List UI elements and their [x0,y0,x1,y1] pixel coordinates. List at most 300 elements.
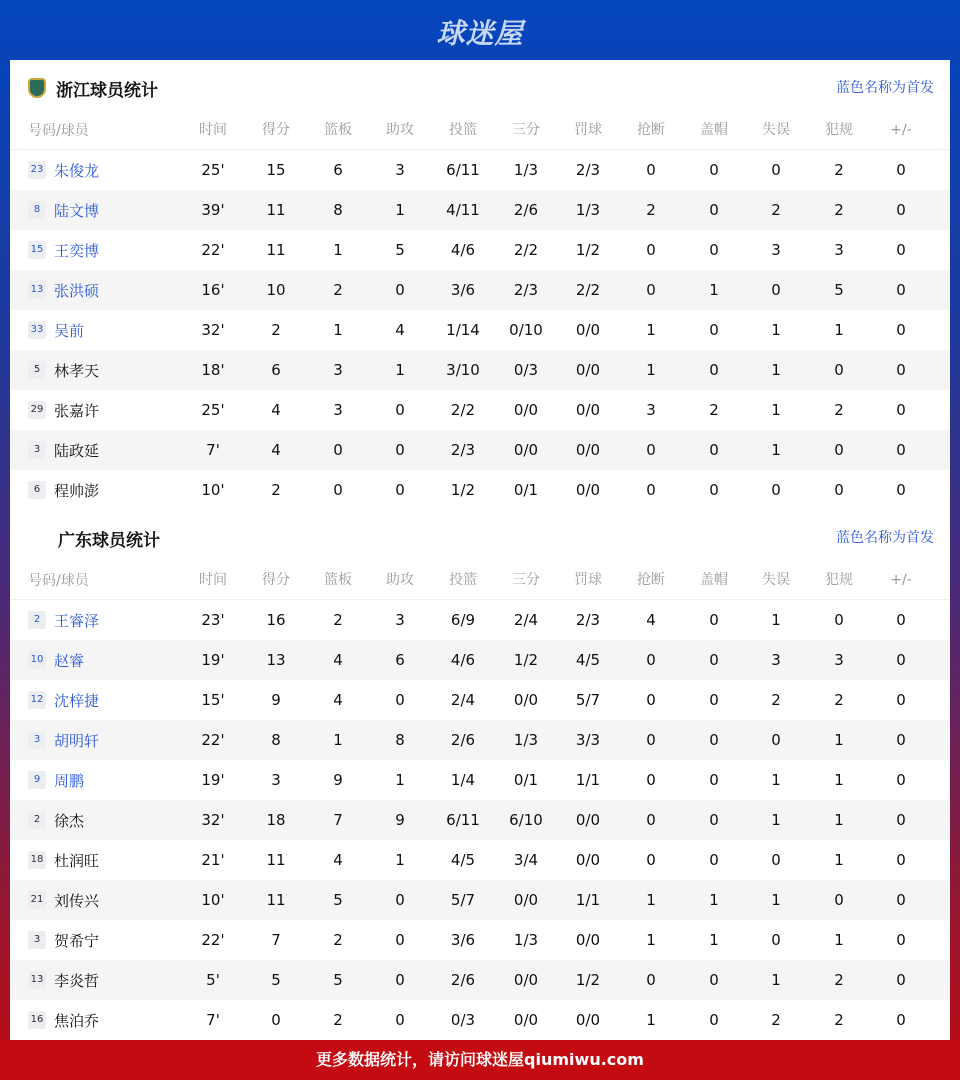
stat-cell: 6 [271,361,281,379]
player-cell[interactable] [28,880,99,920]
player-row[interactable] [10,310,950,350]
player-row[interactable] [10,470,950,510]
jersey-number: 8 [28,201,46,219]
stat-cell: 32' [201,811,225,829]
stat-cell: 0/0 [513,891,539,909]
stat-cell: 22' [201,731,225,749]
player-name[interactable]: 胡明轩 [54,731,100,750]
stat-cell: 6 [395,651,405,669]
stat-cell: 1 [771,811,781,829]
stat-cell: 0 [771,481,781,499]
stat-cell: 0 [395,891,405,909]
player-cell[interactable] [28,760,84,800]
player-row[interactable] [10,640,950,680]
jersey-number: 3 [28,441,46,459]
stat-cell: 2/3 [575,161,601,179]
stat-cell: 7 [271,931,281,949]
stat-cell: 2/3 [513,281,539,299]
stat-cell: 0 [709,321,719,339]
stat-cell: 10 [266,281,286,299]
jersey-number: 2 [28,611,46,629]
header-cell: 助攻 [386,122,414,138]
stat-cell: 15' [201,691,225,709]
stat-cell: 1/3 [575,201,601,219]
player-cell[interactable] [28,350,99,390]
stat-cell: 2 [834,1011,844,1029]
stat-cell: 1 [771,611,781,629]
stat-cell: 0 [395,1011,405,1029]
player-name[interactable]: 陆文博 [54,201,100,220]
header-cell: 得分 [262,122,290,138]
stat-cell: 0 [771,931,781,949]
stat-cell: 0/10 [509,321,543,339]
section-title [28,68,158,108]
team-logo-icon [28,78,46,98]
stat-cell: 4/11 [446,201,480,219]
stat-cell: 0 [834,361,844,379]
stat-cell: 32' [201,321,225,339]
stat-cell: 2 [834,971,844,989]
stat-cell: 16 [266,611,286,629]
stat-cell: 9 [395,811,405,829]
stat-cell: 0/3 [513,361,539,379]
stat-cell: 0 [395,691,405,709]
player-cell[interactable] [28,640,84,680]
player-row[interactable] [10,760,950,800]
stat-cell: 3/6 [450,931,476,949]
stat-cell: 0 [709,691,719,709]
player-cell[interactable] [28,800,84,840]
stat-cell: 13 [266,651,286,669]
stat-cell: 18' [201,361,225,379]
stat-cell: 0 [646,161,656,179]
stat-cell: 1 [646,321,656,339]
stat-cell: 0 [646,811,656,829]
player-name[interactable]: 吴前 [54,321,85,340]
stat-cell: 6 [333,161,343,179]
stat-cell: 3 [771,651,781,669]
stat-cell: 0 [834,611,844,629]
stat-cell: 2 [271,321,281,339]
stat-cell: 3/3 [575,731,601,749]
stat-cell: 4/5 [450,851,476,869]
player-name[interactable]: 张嘉许 [54,401,100,420]
stat-cell: 3/10 [446,361,480,379]
player-row[interactable] [10,600,950,640]
header-cell: 抢断 [637,122,665,138]
stat-cell: 2/2 [450,401,476,419]
player-cell[interactable] [28,390,99,430]
stat-cell: 1 [395,201,405,219]
player-row[interactable] [10,1000,950,1040]
stat-cell: 1/2 [513,651,539,669]
stat-cell: 0 [896,691,906,709]
stat-cell: 4/5 [575,651,601,669]
stat-cell: 4 [333,691,343,709]
stat-cell: 0 [709,731,719,749]
player-name[interactable]: 陆政延 [54,441,100,460]
stat-cell: 0 [395,441,405,459]
player-row[interactable] [10,720,950,760]
header-cell: 得分 [262,572,290,588]
player-row[interactable] [10,190,950,230]
stat-cell: 0 [771,731,781,749]
stat-cell: 0 [896,971,906,989]
stat-cell: 4 [271,441,281,459]
player-name[interactable]: 焦泊乔 [54,1011,100,1030]
stat-cell: 1 [771,401,781,419]
stat-cell: 0 [646,481,656,499]
stat-cell: 1/2 [575,241,601,259]
stat-cell: 1 [709,891,719,909]
header-cell: 罚球 [574,122,602,138]
jersey-number: 15 [28,241,46,259]
stat-cell: 4/6 [450,241,476,259]
stat-cell: 1 [709,931,719,949]
stat-cell: 0 [834,441,844,459]
table-header [10,110,950,150]
stat-cell: 0 [395,971,405,989]
jersey-number: 12 [28,691,46,709]
player-cell[interactable] [28,470,99,510]
stat-cell: 22' [201,241,225,259]
stat-cell: 9 [333,771,343,789]
stat-cell: 0 [646,851,656,869]
jersey-number: 18 [28,851,46,869]
stat-cell: 0 [646,651,656,669]
stat-cell: 0 [709,361,719,379]
team-logo-icon [28,532,48,544]
stat-cell: 0 [771,281,781,299]
stat-cell: 0 [709,441,719,459]
stat-cell: 0/0 [575,361,601,379]
player-name[interactable]: 徐杰 [54,811,85,830]
stat-cell: 0/0 [513,691,539,709]
stat-cell: 5 [333,971,343,989]
stat-cell: 19' [201,651,225,669]
stat-cell: 8 [395,731,405,749]
stat-cell: 22' [201,931,225,949]
stat-cell: 3 [395,161,405,179]
player-cell[interactable] [28,680,99,720]
jersey-number: 13 [28,971,46,989]
stat-cell: 1 [395,851,405,869]
stat-cell: 0 [896,851,906,869]
stat-cell: 0/0 [575,1011,601,1029]
stat-cell: 4 [271,401,281,419]
jersey-number: 33 [28,321,46,339]
stat-cell: 1/3 [513,731,539,749]
player-cell[interactable] [28,720,99,760]
stat-cell: 0 [395,401,405,419]
stat-cell: 1 [395,361,405,379]
stat-cell: 1 [771,891,781,909]
player-cell[interactable] [28,1000,99,1040]
stat-cell: 0 [834,891,844,909]
header-cell: +/- [890,122,912,138]
header-cell: +/- [890,572,912,588]
stat-cell: 23' [201,611,225,629]
stat-cell: 0 [709,611,719,629]
player-cell[interactable] [28,920,99,960]
stat-cell: 2 [646,201,656,219]
stat-cell: 3 [271,771,281,789]
player-cell[interactable] [28,190,99,230]
stat-cell: 0 [896,401,906,419]
stat-cell: 0 [709,811,719,829]
stat-cell: 0 [709,771,719,789]
stat-cell: 0/0 [513,1011,539,1029]
header-cell: 失误 [762,572,790,588]
jersey-number: 3 [28,931,46,949]
jersey-number: 21 [28,891,46,909]
stat-cell: 5/7 [575,691,601,709]
player-cell[interactable] [28,840,99,880]
player-name[interactable]: 杜润旺 [54,851,100,870]
header-cell: 罚球 [574,572,602,588]
stat-cell: 0/0 [575,321,601,339]
stat-cell: 0 [834,481,844,499]
stat-cell: 15 [266,161,286,179]
stat-cell: 1 [834,731,844,749]
stat-cell: 0/0 [575,931,601,949]
stat-cell: 1 [333,241,343,259]
stat-cell: 0 [896,361,906,379]
player-name[interactable]: 王奕博 [54,241,100,260]
player-name[interactable]: 程帅澎 [54,481,100,500]
stat-cell: 0 [709,651,719,669]
player-name[interactable]: 林孝天 [54,361,100,380]
player-row[interactable] [10,840,950,880]
stat-cell: 1 [834,811,844,829]
jersey-number: 10 [28,651,46,669]
stat-cell: 8 [271,731,281,749]
brand-logo: 球迷屋 [436,17,524,50]
player-cell[interactable] [28,310,84,350]
table-header [10,560,950,600]
stat-cell: 2 [834,161,844,179]
stat-cell: 1 [834,321,844,339]
stat-cell: 2/6 [450,731,476,749]
stat-cell: 0 [896,611,906,629]
stat-cell: 0 [896,281,906,299]
stat-cell: 0/0 [575,811,601,829]
player-name[interactable]: 周鹏 [54,771,85,790]
jersey-number: 6 [28,481,46,499]
stat-cell: 1 [646,891,656,909]
stat-cell: 2 [771,1011,781,1029]
stat-cell: 0 [646,731,656,749]
player-name[interactable]: 赵睿 [54,651,85,670]
stat-cell: 0 [896,931,906,949]
stat-cell: 0 [896,481,906,499]
stat-cell: 0 [896,651,906,669]
jersey-number: 23 [28,161,46,179]
stat-cell: 0 [709,201,719,219]
stat-cell: 1 [646,1011,656,1029]
stat-cell: 5' [206,971,220,989]
stat-cell: 25' [201,161,225,179]
player-row[interactable] [10,150,950,190]
stat-cell: 39' [201,201,225,219]
header-cell: 盖帽 [700,122,728,138]
stat-cell: 0 [896,321,906,339]
stat-cell: 0/0 [513,401,539,419]
stat-cell: 1/2 [575,971,601,989]
player-cell[interactable] [28,600,99,640]
stat-cell: 1 [646,931,656,949]
header-cell: 三分 [512,572,540,588]
stat-cell: 5 [333,891,343,909]
player-cell[interactable] [28,230,99,270]
player-row[interactable] [10,270,950,310]
section-title [28,518,160,558]
section-title-text: 广东球员统计 [58,530,160,551]
header-cell: 投篮 [449,572,477,588]
player-row[interactable] [10,880,950,920]
header-cell: 犯规 [825,122,853,138]
stat-cell: 1/1 [575,891,601,909]
stat-cell: 0 [896,731,906,749]
player-cell[interactable] [28,960,99,1000]
header-cell: 投篮 [449,122,477,138]
stat-cell: 5 [834,281,844,299]
stat-cell: 10' [201,481,225,499]
stat-cell: 1/4 [450,771,476,789]
stat-cell: 21' [201,851,225,869]
player-row[interactable] [10,390,950,430]
player-name[interactable]: 朱俊龙 [54,161,100,180]
stat-cell: 1 [771,971,781,989]
section-title-text: 浙江球员统计 [56,80,158,101]
stat-cell: 0 [896,771,906,789]
stat-cell: 0 [709,481,719,499]
stat-cell: 5 [271,971,281,989]
player-name[interactable]: 李炎哲 [54,971,100,990]
player-row[interactable] [10,350,950,390]
footer-banner[interactable]: 更多数据统计，请访问球迷屋qiumiwu.com [0,1040,960,1080]
player-row[interactable] [10,430,950,470]
stat-cell: 4 [333,851,343,869]
stat-cell: 7' [206,1011,220,1029]
stat-cell: 0/0 [575,401,601,419]
stat-cell: 6/10 [509,811,543,829]
stat-cell: 2 [709,401,719,419]
stat-cell: 0 [896,811,906,829]
stat-cell: 2 [834,691,844,709]
player-row[interactable] [10,960,950,1000]
stat-cell: 2 [333,931,343,949]
jersey-number: 13 [28,281,46,299]
player-name[interactable]: 刘传兴 [54,891,100,910]
stat-cell: 0 [896,1011,906,1029]
stat-cell: 2/4 [513,611,539,629]
header-player: 号码/球员 [28,573,89,589]
stat-cell: 2/6 [450,971,476,989]
stat-cell: 5/7 [450,891,476,909]
stat-cell: 8 [333,201,343,219]
player-row[interactable] [10,680,950,720]
stat-cell: 0 [896,891,906,909]
stat-cell: 0 [395,931,405,949]
stat-cell: 1/2 [450,481,476,499]
stat-cell: 1 [771,321,781,339]
player-row[interactable] [10,920,950,960]
player-cell[interactable] [28,430,99,470]
stat-cell: 0/0 [575,851,601,869]
player-row[interactable] [10,230,950,270]
stat-cell: 3 [333,401,343,419]
player-cell[interactable] [28,150,99,190]
header-cell: 篮板 [324,572,352,588]
jersey-number: 29 [28,401,46,419]
stat-cell: 2/3 [450,441,476,459]
player-name[interactable]: 沈梓捷 [54,691,100,710]
stat-cell: 2/6 [513,201,539,219]
stat-cell: 3 [333,361,343,379]
stat-cell: 7 [333,811,343,829]
stat-cell: 0 [771,161,781,179]
player-row[interactable] [10,800,950,840]
stat-cell: 0 [646,971,656,989]
stat-cell: 2 [834,401,844,419]
stat-cell: 1 [834,771,844,789]
stat-cell: 1 [646,361,656,379]
stat-cell: 0 [709,161,719,179]
stat-cell: 0/0 [575,481,601,499]
jersey-number: 5 [28,361,46,379]
stat-cell: 2 [771,201,781,219]
player-name[interactable]: 张洪硕 [54,281,100,300]
stat-cell: 2 [771,691,781,709]
stat-cell: 1/3 [513,161,539,179]
stat-cell: 2 [333,611,343,629]
player-name[interactable]: 贺希宁 [54,931,100,950]
stat-cell: 3/4 [513,851,539,869]
stat-cell: 2 [333,1011,343,1029]
stat-cell: 0 [646,241,656,259]
stat-cell: 11 [266,241,286,259]
stat-cell: 3 [395,611,405,629]
stat-cell: 0 [771,851,781,869]
stat-cell: 3/6 [450,281,476,299]
stat-cell: 11 [266,201,286,219]
stat-cell: 0/0 [575,441,601,459]
stat-cell: 4 [646,611,656,629]
header-cell: 助攻 [386,572,414,588]
stat-cell: 0 [333,441,343,459]
player-cell[interactable] [28,270,99,310]
stat-cell: 1 [834,931,844,949]
stat-cell: 1 [333,321,343,339]
stat-cell: 10' [201,891,225,909]
stat-cell: 0 [896,161,906,179]
stats-card [10,60,950,1040]
stat-cell: 0 [709,1011,719,1029]
stat-cell: 3 [771,241,781,259]
stat-cell: 11 [266,851,286,869]
stat-cell: 5 [395,241,405,259]
stat-cell: 2 [271,481,281,499]
stat-cell: 1 [771,771,781,789]
stat-cell: 18 [266,811,286,829]
player-name[interactable]: 王睿泽 [54,611,100,630]
stat-cell: 16' [201,281,225,299]
stat-cell: 0 [395,281,405,299]
stat-cell: 4/6 [450,651,476,669]
stat-cell: 19' [201,771,225,789]
stat-cell: 0 [896,201,906,219]
